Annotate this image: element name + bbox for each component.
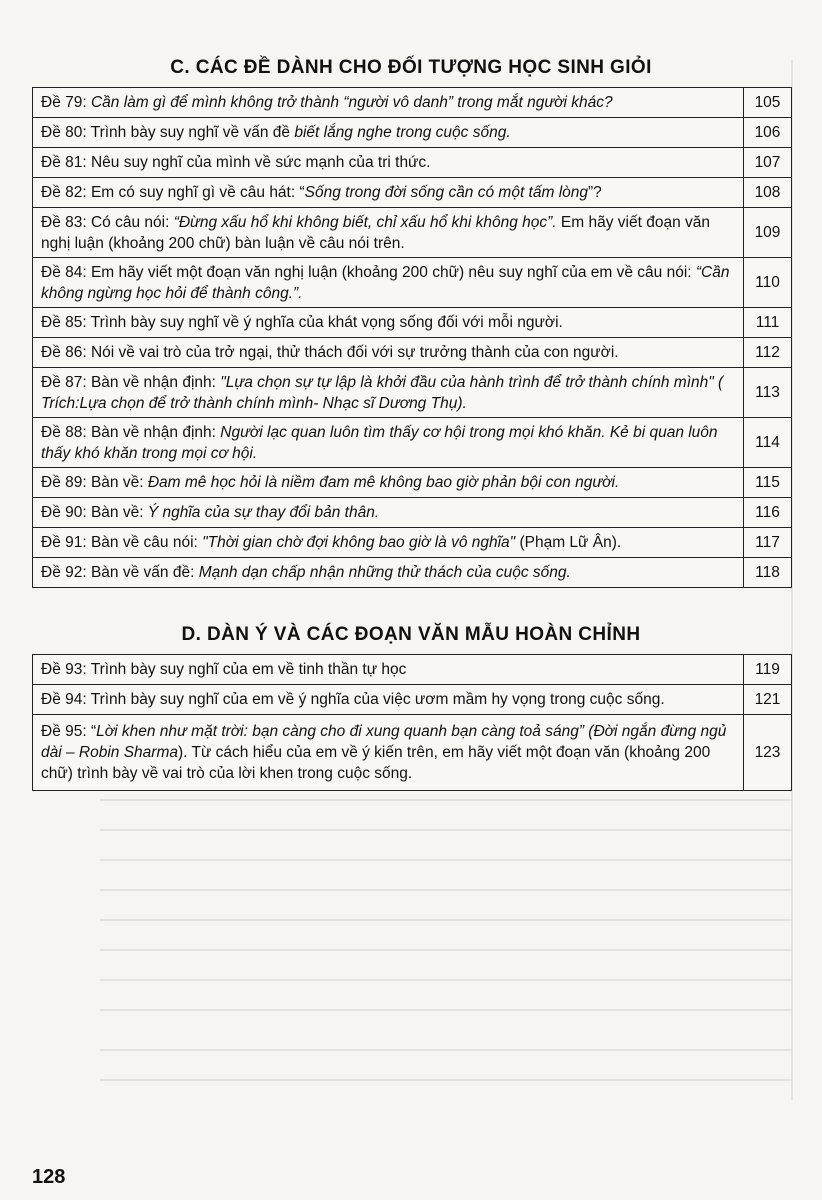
- entry-pre: Đề 89: Bàn về:: [41, 474, 148, 491]
- toc-row: [33, 148, 792, 178]
- entry-it: Mạnh dạn chấp nhận những thử thách của cuộc sống.: [198, 564, 571, 581]
- entry-pre: Đề 87: Bàn về nhận định:: [41, 373, 221, 391]
- toc-entry-text: [33, 468, 744, 498]
- toc-entry-text: [33, 498, 744, 528]
- entry-post: ). Từ cách hiểu của em về ý kiến trên, em hãy viết một đoạn văn (khoảng 200 chữ) trình bày về vai trò của lời khen trong cuộc sống.: [41, 744, 711, 782]
- toc-page-number: 108: [744, 178, 792, 208]
- toc-entry-text: [33, 208, 744, 258]
- entry-pre: Đề 94: Trình bày suy nghĩ của em về ý nghĩa của việc ươm mầm hy vọng trong cuộc sống.: [41, 691, 665, 708]
- entry-it: “Đừng xấu hổ khi không biết, chỉ xấu hổ khi không học”.: [173, 213, 557, 231]
- toc-row: [33, 715, 792, 791]
- entry-it: "Lựa chọn sự tự lập là khởi đầu của hành trình để trở thành chính mình" ( Trích:Lựa chọn để trở thành chính mình- Nhạc sĩ Dương Thụ).: [41, 373, 724, 412]
- toc-entry-text: [33, 338, 744, 368]
- entry-it: Sống trong đời sống cần có một tấm lòng: [304, 184, 589, 201]
- toc-row: [33, 558, 792, 588]
- toc-row: [33, 468, 792, 498]
- toc-page-number: 106: [744, 118, 792, 148]
- entry-pre: Đề 85: Trình bày suy nghĩ về ý nghĩa của khát vọng sống đối với mỗi người.: [41, 314, 563, 331]
- entry-pre: Đề 90: Bàn về:: [41, 504, 148, 521]
- toc-page-number: 114: [744, 418, 792, 468]
- toc-row: [33, 178, 792, 208]
- toc-entry-text: [33, 368, 744, 418]
- entry-pre: Đề 93: Trình bày suy nghĩ của em về tinh thần tự học: [41, 661, 407, 678]
- toc-page-number: 113: [744, 368, 792, 418]
- entry-pre: Đề 86: Nói về vai trò của trở ngại, thử thách đối với sự trưởng thành của con người.: [41, 344, 619, 361]
- toc-row: [33, 258, 792, 308]
- entry-it: "Thời gian chờ đợi không bao giờ là vô nghĩa": [202, 534, 516, 551]
- entry-post: Em hãy viết đoạn văn nghị luận (khoảng 200 chữ) bàn luận về câu nói trên.: [41, 213, 710, 252]
- toc-entry-text: [33, 118, 744, 148]
- toc-row: [33, 528, 792, 558]
- toc-entry-text: [33, 715, 744, 791]
- toc-table-d: [32, 654, 792, 791]
- entry-it: biết lắng nghe trong cuộc sống.: [294, 124, 511, 141]
- toc-page-number: 111: [744, 308, 792, 338]
- toc-entry-text: [33, 655, 744, 685]
- toc-page-number: 123: [744, 715, 792, 791]
- toc-entry-text: [33, 258, 744, 308]
- toc-entry-text: [33, 178, 744, 208]
- toc-row: [33, 418, 792, 468]
- toc-page-number: 110: [744, 258, 792, 308]
- toc-page-number: 117: [744, 528, 792, 558]
- toc-entry-text: [33, 528, 744, 558]
- entry-pre: Đề 95: “: [41, 723, 97, 740]
- entry-it: Người lạc quan luôn tìm thấy cơ hội trong mọi khó khăn. Kẻ bi quan luôn thấy khó khăn trong mọi cơ hội.: [41, 423, 718, 462]
- entry-pre: Đề 84: Em hãy viết một đoạn văn nghị luận (khoảng 200 chữ) nêu suy nghĩ của em về câu nói:: [41, 263, 696, 281]
- entry-pre: Đề 88: Bàn về nhận định:: [41, 423, 221, 441]
- toc-row: [33, 208, 792, 258]
- entry-pre: Đề 82: Em có suy nghĩ gì về câu hát: “: [41, 184, 305, 201]
- toc-entry-text: [33, 558, 744, 588]
- entry-pre: Đề 91: Bàn về câu nói:: [41, 534, 203, 551]
- toc-entry-text: [33, 88, 744, 118]
- toc-row: [33, 308, 792, 338]
- entry-pre: Đề 80: Trình bày suy nghĩ về vấn đề: [41, 124, 295, 141]
- toc-row: [33, 338, 792, 368]
- entry-it: Lời khen như mặt trời: bạn càng cho đi xung quanh bạn càng toả sáng” (Đời ngắn đừng ngủ dài – Robin Sharma: [41, 723, 727, 761]
- toc-row: [33, 498, 792, 528]
- entry-it: “Cần không ngừng học hỏi để thành công.”.: [41, 263, 730, 302]
- toc-row: [33, 118, 792, 148]
- entry-pre: Đề 83: Có câu nói:: [41, 213, 174, 231]
- toc-row: [33, 655, 792, 685]
- toc-page-number: 115: [744, 468, 792, 498]
- toc-entry-text: [33, 418, 744, 468]
- toc-page-number: 119: [744, 655, 792, 685]
- toc-table-c: [32, 87, 792, 588]
- toc-page-number: 116: [744, 498, 792, 528]
- toc-entry-text: [33, 148, 744, 178]
- toc-page-number: 109: [744, 208, 792, 258]
- section-title-c: C. CÁC ĐỀ DÀNH CHO ĐỐI TƯỢNG HỌC SINH GIỎI: [170, 57, 652, 78]
- entry-pre: Đề 81: Nêu suy nghĩ của mình về sức mạnh của tri thức.: [41, 154, 431, 171]
- entry-it: Ý nghĩa của sự thay đổi bản thân.: [147, 504, 380, 521]
- entry-post: (Phạm Lữ Ân).: [515, 534, 622, 551]
- toc-page-number: 118: [744, 558, 792, 588]
- toc-entry-text: [33, 685, 744, 715]
- entry-post: ”?: [588, 184, 602, 201]
- toc-page-number: 112: [744, 338, 792, 368]
- entry-it: Đam mê học hỏi là niềm đam mê không bao giờ phản bội con người.: [147, 474, 620, 491]
- entry-it: Cần làm gì để mình không trở thành “người vô danh” trong mắt người khác?: [90, 94, 613, 111]
- toc-row: [33, 88, 792, 118]
- entry-pre: Đề 92: Bàn về vấn đề:: [41, 564, 199, 581]
- page-number: 128: [32, 1166, 66, 1188]
- entry-pre: Đề 79:: [41, 94, 91, 111]
- toc-row: [33, 685, 792, 715]
- toc-page-number: 107: [744, 148, 792, 178]
- toc-row: [33, 368, 792, 418]
- toc-page-number: 121: [744, 685, 792, 715]
- section-title-d: D. DÀN Ý VÀ CÁC ĐOẠN VĂN MẪU HOÀN CHỈNH: [181, 624, 641, 645]
- toc-entry-text: [33, 308, 744, 338]
- toc-page-number: 105: [744, 88, 792, 118]
